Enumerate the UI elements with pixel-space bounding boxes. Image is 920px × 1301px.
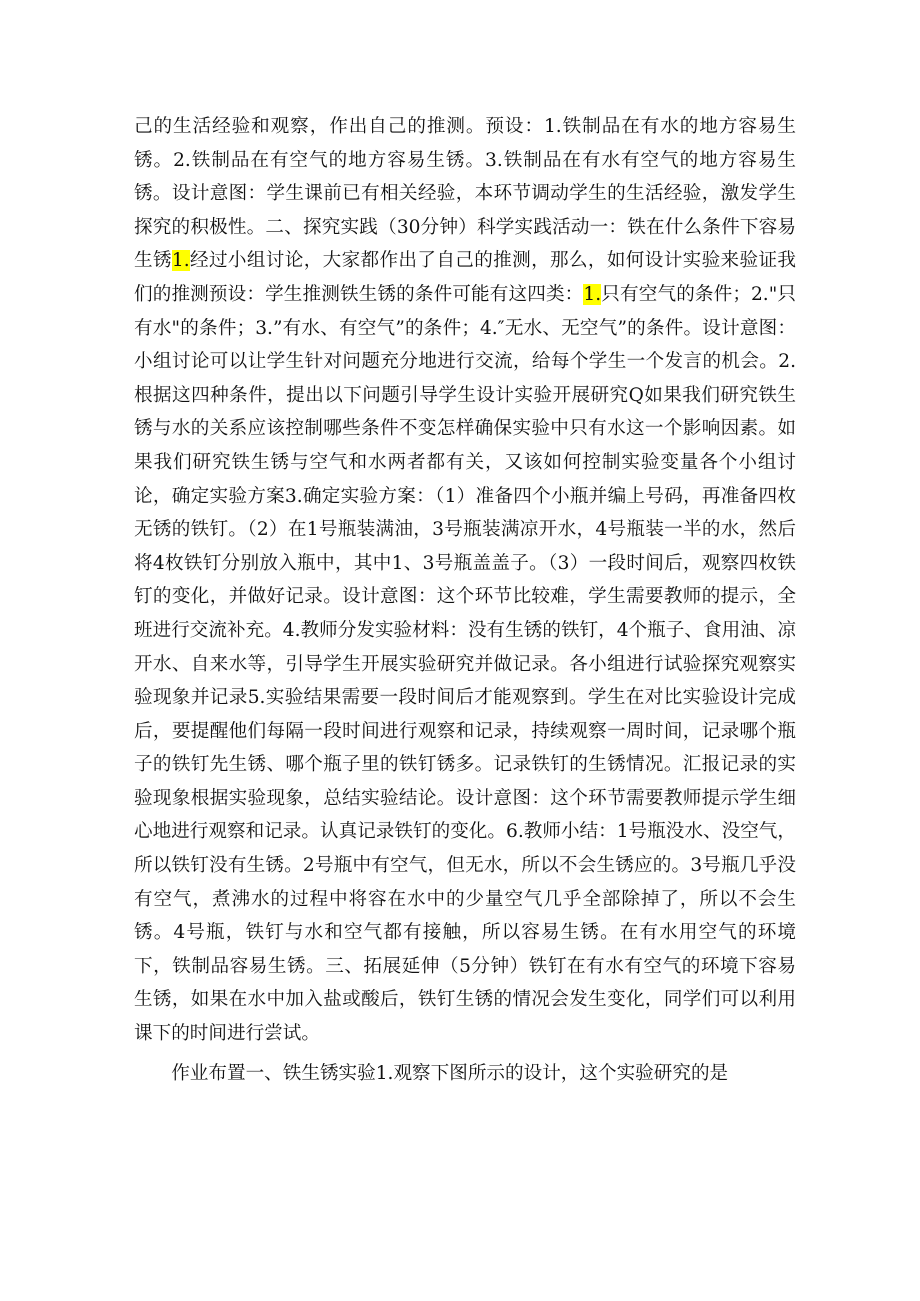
- highlighted-text: 1.: [171, 250, 190, 272]
- document-page: [134, 110, 796, 1090]
- body-paragraph: [134, 110, 796, 1051]
- paragraph-text: 只有空气的条件；2."只有水"的条件；3.”有水、有空气”的条件；4.″无水、无空气”的条件。设计意图：小组讨论可以让学生针对问题充分地进行交流，给每个学生一个发言的机会。2.根据这四种条件，提出以下问题引导学生设计实验开展研究Q如果我们研究铁生锈与水的关系应该控制哪些条件不变怎样确保实验中只有水这一个影响因素。如果我们研究铁生锈与空气和水两者都有关，又该如何控制实验变量各个小组讨论，确定实验方案3.确定实验方案：（1）准备四个小瓶并编上号码，再准备四枚无锈的铁钉。（2）在1号瓶装满油，3号瓶装满凉开水，4号瓶装一半的水，然后将4枚铁钉分别放入瓶中，其中1、3号瓶盖盖子。（3）一段时间后，观察四枚铁钉的变化，并做好记录。设计意图：这个环节比较难，学生需要教师的提示，全班进行交流补充。4.教师分发实验材料：没有生锈的铁钉，4个瓶子、食用油、凉开水、自来水等，引导学生开展实验研究并做记录。各小组进行试验探究观察实验现象并记录5.实验结果需要一段时间后才能观察到。学生在对比实验设计完成后，要提醒他们每隔一段时间进行观察和记录，持续观察一周时间，记录哪个瓶子的铁钉先生锈、哪个瓶子里的铁钉锈多。记录铁钉的生锈情况。汇报记录的实验现象根据实验现象，总结实验结论。设计意图：这个环节需要教师提示学生细心地进行观察和记录。认真记录铁钉的变化。6.教师小结：1号瓶没水、没空气，所以铁钉没有生锈。2号瓶中有空气，但无水，所以不会生锈应的。3号瓶几乎没有空气，煮沸水的过程中将容在水中的少量空气几乎全部除掉了，所以不会生锈。4号瓶，铁钉与水和空气都有接触，所以容易生锈。在有水用空气的环境下，铁制品容易生锈。三、拓展延伸（5分钟）铁钉在有水有空气的环境下容易生锈，如果在水中加入盐或酸后，铁钉生锈的情况会发生变化，同学们可以利用课下的时间进行尝试。: [134, 283, 796, 1045]
- paragraph-text: 己的生活经验和观察，作出自己的推测。预设：1.铁制品在有水的地方容易生锈。2.铁制品在有空气的地方容易生锈。3.铁制品在有水有空气的地方容易生锈。设计意图：学生课前已有相关经验，本环节调动学生的生活经验，激发学生探究的积极性。二、探究实践（30分钟）科学实践活动一：铁在什么条件下容易生锈: [134, 116, 796, 272]
- homework-paragraph: 作业布置一、铁生锈实验1.观察下图所示的设计，这个实验研究的是: [171, 1062, 729, 1084]
- highlighted-text: 1.: [583, 283, 602, 305]
- paragraph-text: 经过小组讨论，大家都作出了自己的推测，那么，如何设计实验来验证我们的推测预设：学生推测铁生锈的条件可能有这四类：: [134, 250, 796, 305]
